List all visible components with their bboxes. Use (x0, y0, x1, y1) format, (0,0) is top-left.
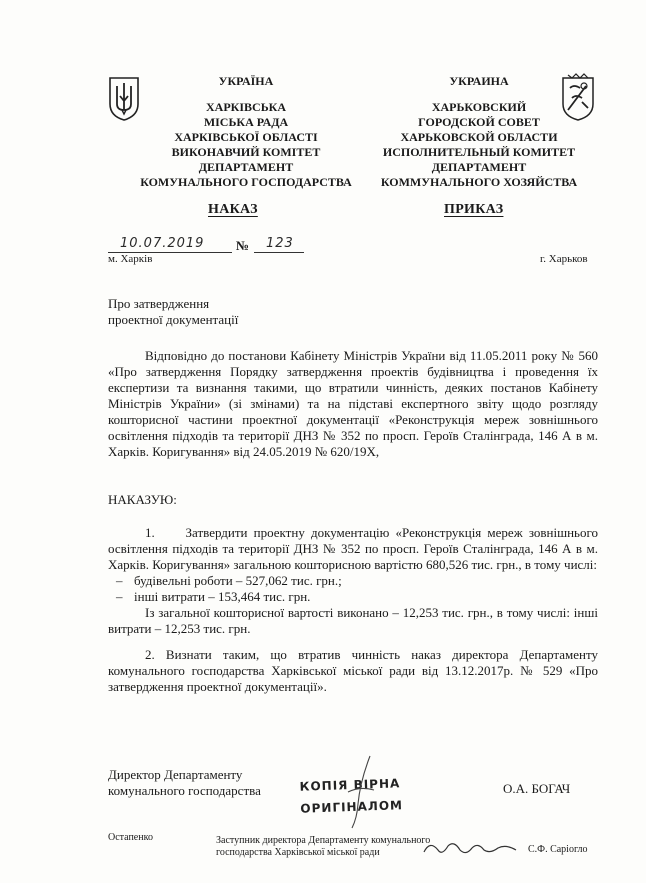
header-left-line: ХАРКІВСЬКОЇ ОБЛАСТІ (174, 130, 318, 144)
number-underline (254, 252, 304, 253)
city-ua: м. Харків (108, 253, 153, 265)
header-left-line: ХАРКІВСЬКА (205, 100, 286, 114)
list-item: – будівельні роботи – 527,062 тис. грн.; (116, 573, 342, 588)
executor-name: Остапенко (108, 832, 153, 843)
header-right-line: ИСПОЛНИТЕЛЬНЫЙ КОМИТЕТ (382, 145, 576, 159)
list-item: – інші витрати – 153,464 тис. грн. (116, 589, 311, 604)
list-item-text: інші витрати – 153,464 тис. грн. (134, 589, 311, 604)
subject-line: Про затвердження (108, 296, 210, 311)
order-number: 123 (266, 236, 294, 251)
subject-line: проектної документації (108, 312, 239, 327)
signature-position-line: Директор Департаменту (108, 767, 243, 782)
header-left-line: ДЕПАРТАМЕНТ (198, 160, 294, 174)
header-left-line: ВИКОНАВЧИЙ КОМІТЕТ (171, 145, 321, 159)
signature-position-line: комунального господарства (108, 783, 261, 798)
header-left (136, 74, 356, 190)
signatory-name: О.А. БОГАЧ (503, 781, 571, 796)
deputy-signature-icon (420, 836, 520, 860)
header-left-line: УКРАЇНА (218, 74, 274, 88)
header-left-line: КОМУНАЛЬНОГО ГОСПОДАРСТВА (140, 175, 352, 189)
order-date: 10.07.2019 (120, 236, 205, 251)
deputy-name: С.Ф. Саріогло (528, 844, 588, 855)
deputy-position-line: господарства Харківської міської ради (216, 847, 380, 858)
subject (108, 296, 238, 328)
header-right-line: КОММУНАЛЬНОГО ХОЗЯЙСТВА (380, 175, 578, 189)
deputy-position-line: Заступник директора Департаменту комунального (216, 835, 431, 846)
header-right (374, 74, 584, 190)
deputy-position (216, 835, 430, 859)
item-2: 2. Визнати таким, що втратив чинність наказ директора Департаменту комунального господарства Харківської міської ради від 13.12.2017р. № 529 «Про затвердження проектної документації». (108, 647, 598, 694)
signature-position (108, 767, 261, 799)
header-right-line: ГОРОДСКОЙ СОВЕТ (418, 115, 540, 129)
number-sign: № (236, 238, 250, 253)
city-ru: г. Харьков (540, 253, 588, 265)
header-right-line: УКРАИНА (449, 74, 509, 88)
preamble-section (108, 348, 598, 460)
order-word: НАКАЗУЮ: (108, 492, 177, 507)
preamble: Відповідно до постанови Кабінету Міністрів України від 11.05.2011 року № 560 «Про затвердження Порядку затвердження проектів будівництва і проведення їх експертизи та визнання такими, що втратили чинність, деяких постанов Кабінету Міністрів України» (зі змінами) та на підставі експертного звіту щодо розгляду кошторисної частини проектної документації «Реконструкція мереж зовнішнього освітлення підходів та території ДНЗ № 352 по просп. Героїв Сталінграда, 146 А в м. Харків. Коригування» від 24.05.2019 № 620/19Х, (108, 348, 598, 459)
stamp-line: КОПІЯ ВІРНА (299, 776, 401, 794)
order-title-ua: НАКАЗ (208, 202, 258, 217)
order-items (108, 525, 598, 695)
header-right-line: ДЕПАРТАМЕНТ (431, 160, 527, 174)
order-title-ru: ПРИКАЗ (444, 202, 504, 217)
header-right-line: ХАРЬКОВСКИЙ (431, 100, 527, 114)
list-item-text: будівельні роботи – 527,062 тис. грн.; (134, 573, 342, 588)
date-number-line (108, 238, 308, 254)
header-left-line: МІСЬКА РАДА (203, 115, 289, 129)
item-1: 1. Затвердити проектну документацію «Реконструкція мереж зовнішнього освітлення підходів та території ДНЗ № 352 по просп. Героїв Сталінграда, 146 А в м. Харків. Коригування» загальною кошторисною вартістю 680,526 тис. грн., в тому числі: (108, 525, 598, 572)
header-right-line: ХАРЬКОВСКОЙ ОБЛАСТИ (400, 130, 558, 144)
stamp-line: ОРИГІНАЛОМ (300, 798, 404, 816)
director-signature-icon (330, 752, 390, 832)
item-1-note: Із загальної кошторисної вартості виконано – 12,253 тис. грн., в тому числі: інші витрати – 12,253 тис. грн. (108, 605, 598, 636)
